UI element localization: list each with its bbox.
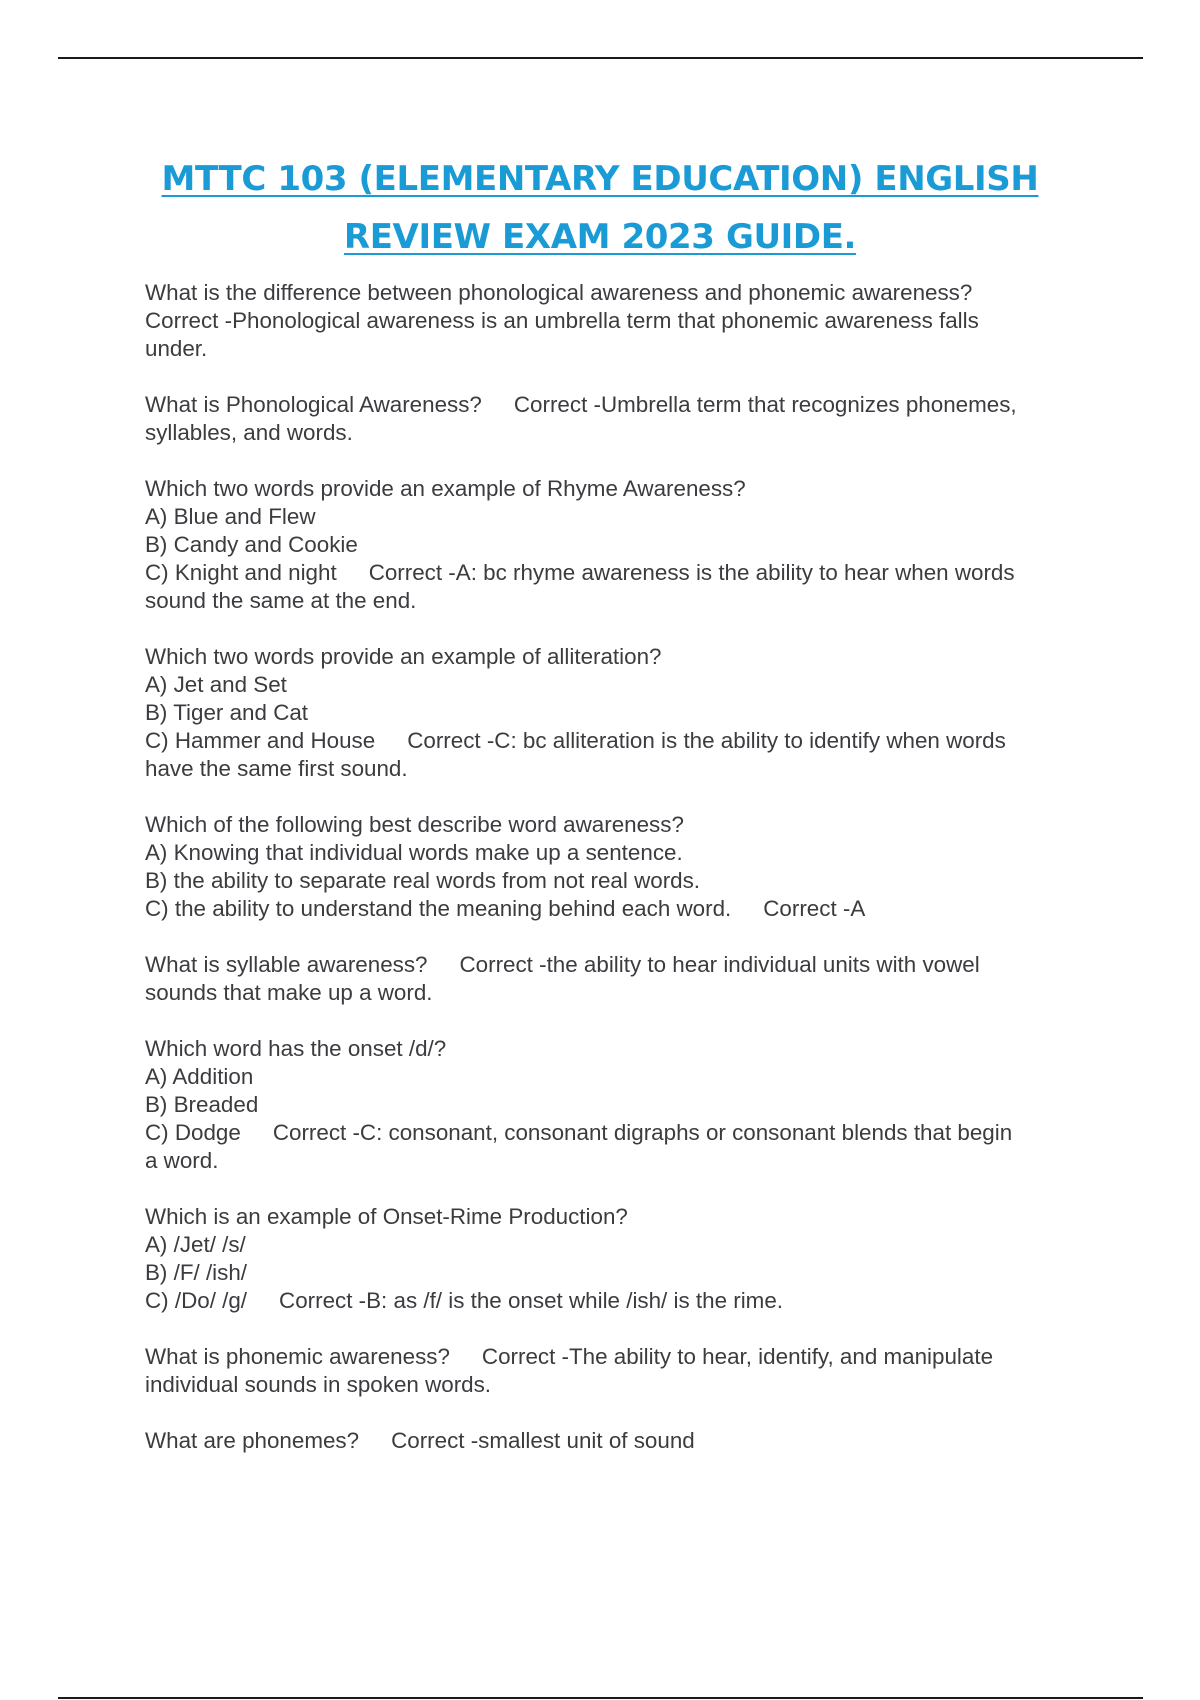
option-b: B) Candy and Cookie [145,532,358,557]
answer-continuation: syllables, and words. [145,420,353,445]
bottom-rule [58,1697,1143,1699]
answer-text: Correct -The ability to hear, identify, and manipulate [481,1344,994,1369]
qa-item-rhyme-awareness [145,475,1095,615]
option-c-answer-line [145,1287,1095,1315]
qa-item-phonological-awareness [145,391,1095,447]
qa-item-phonemes [145,1427,1095,1455]
answer-continuation: have the same first sound. [145,756,408,781]
question-answer-line [145,391,1095,419]
option-c-answer-line [145,559,1095,587]
option-c: C) Dodge [145,1120,241,1145]
option-b: B) the ability to separate real words from not real words. [145,868,701,893]
option-a: A) /Jet/ /s/ [145,1232,246,1257]
qa-content [145,279,1095,1483]
option-c: C) Hammer and House [145,728,376,753]
question-text: What are phonemes? [145,1428,360,1453]
qa-item-alliteration [145,643,1095,783]
question-text: What is phonemic awareness? [145,1344,450,1369]
option-c-answer-line [145,727,1095,755]
option-a: A) Jet and Set [145,672,287,697]
answer-text: Correct -B: as /f/ is the onset while /ish/ is the rime. [279,1288,783,1313]
qa-item-phonological-vs-phonemic [145,279,1095,363]
document-title [100,150,1100,266]
option-c: C) /Do/ /g/ [145,1288,248,1313]
question-text: What is Phonological Awareness? [145,392,482,417]
answer-line: Correct -Phonological awareness is an umbrella term that phonemic awareness falls [145,308,979,333]
option-a: A) Knowing that individual words make up a sentence. [145,840,683,865]
option-c: C) the ability to understand the meaning behind each word. [145,896,732,921]
answer-continuation: sounds that make up a word. [145,980,433,1005]
option-c-answer-line [145,1119,1095,1147]
question-text: Which of the following best describe word awareness? [145,812,684,837]
qa-item-phonemic-awareness [145,1343,1095,1399]
answer-text: Correct -A [763,896,866,921]
top-rule [58,57,1143,59]
question-text: What is syllable awareness? [145,952,428,977]
answer-text: Correct -Umbrella term that recognizes phonemes, [513,392,1017,417]
answer-continuation: a word. [145,1148,219,1173]
question-answer-line [145,1427,1095,1455]
title-line-2: REVIEW EXAM 2023 GUIDE. [343,217,857,257]
qa-item-word-awareness [145,811,1095,923]
title-line-1: MTTC 103 (ELEMENTARY EDUCATION) ENGLISH [161,159,1039,199]
answer-text: Correct -the ability to hear individual units with vowel [459,952,980,977]
question-text: Which is an example of Onset-Rime Production? [145,1204,628,1229]
option-a: A) Addition [145,1064,254,1089]
option-b: B) /F/ /ish/ [145,1260,248,1285]
question-line: What is the difference between phonological awareness and phonemic awareness? [145,280,973,305]
question-answer-line [145,1343,1095,1371]
option-c: C) Knight and night [145,560,337,585]
question-text: Which word has the onset /d/? [145,1036,447,1061]
qa-item-syllable-awareness [145,951,1095,1007]
answer-text: Correct -A: bc rhyme awareness is the ability to hear when words [368,560,1015,585]
qa-item-onset-d [145,1035,1095,1175]
option-c-answer-line [145,895,1095,923]
answer-continuation: sound the same at the end. [145,588,417,613]
answer-text: Correct -smallest unit of sound [391,1428,695,1453]
answer-continuation: individual sounds in spoken words. [145,1372,492,1397]
answer-text: Correct -C: consonant, consonant digraphs or consonant blends that begin [272,1120,1013,1145]
question-text: Which two words provide an example of alliteration? [145,644,662,669]
option-b: B) Tiger and Cat [145,700,309,725]
option-b: B) Breaded [145,1092,259,1117]
question-text: Which two words provide an example of Rhyme Awareness? [145,476,746,501]
question-answer-line [145,951,1095,979]
answer-text: Correct -C: bc alliteration is the ability to identify when words [407,728,1006,753]
answer-line: under. [145,336,208,361]
option-a: A) Blue and Flew [145,504,316,529]
qa-item-onset-rime [145,1203,1095,1315]
